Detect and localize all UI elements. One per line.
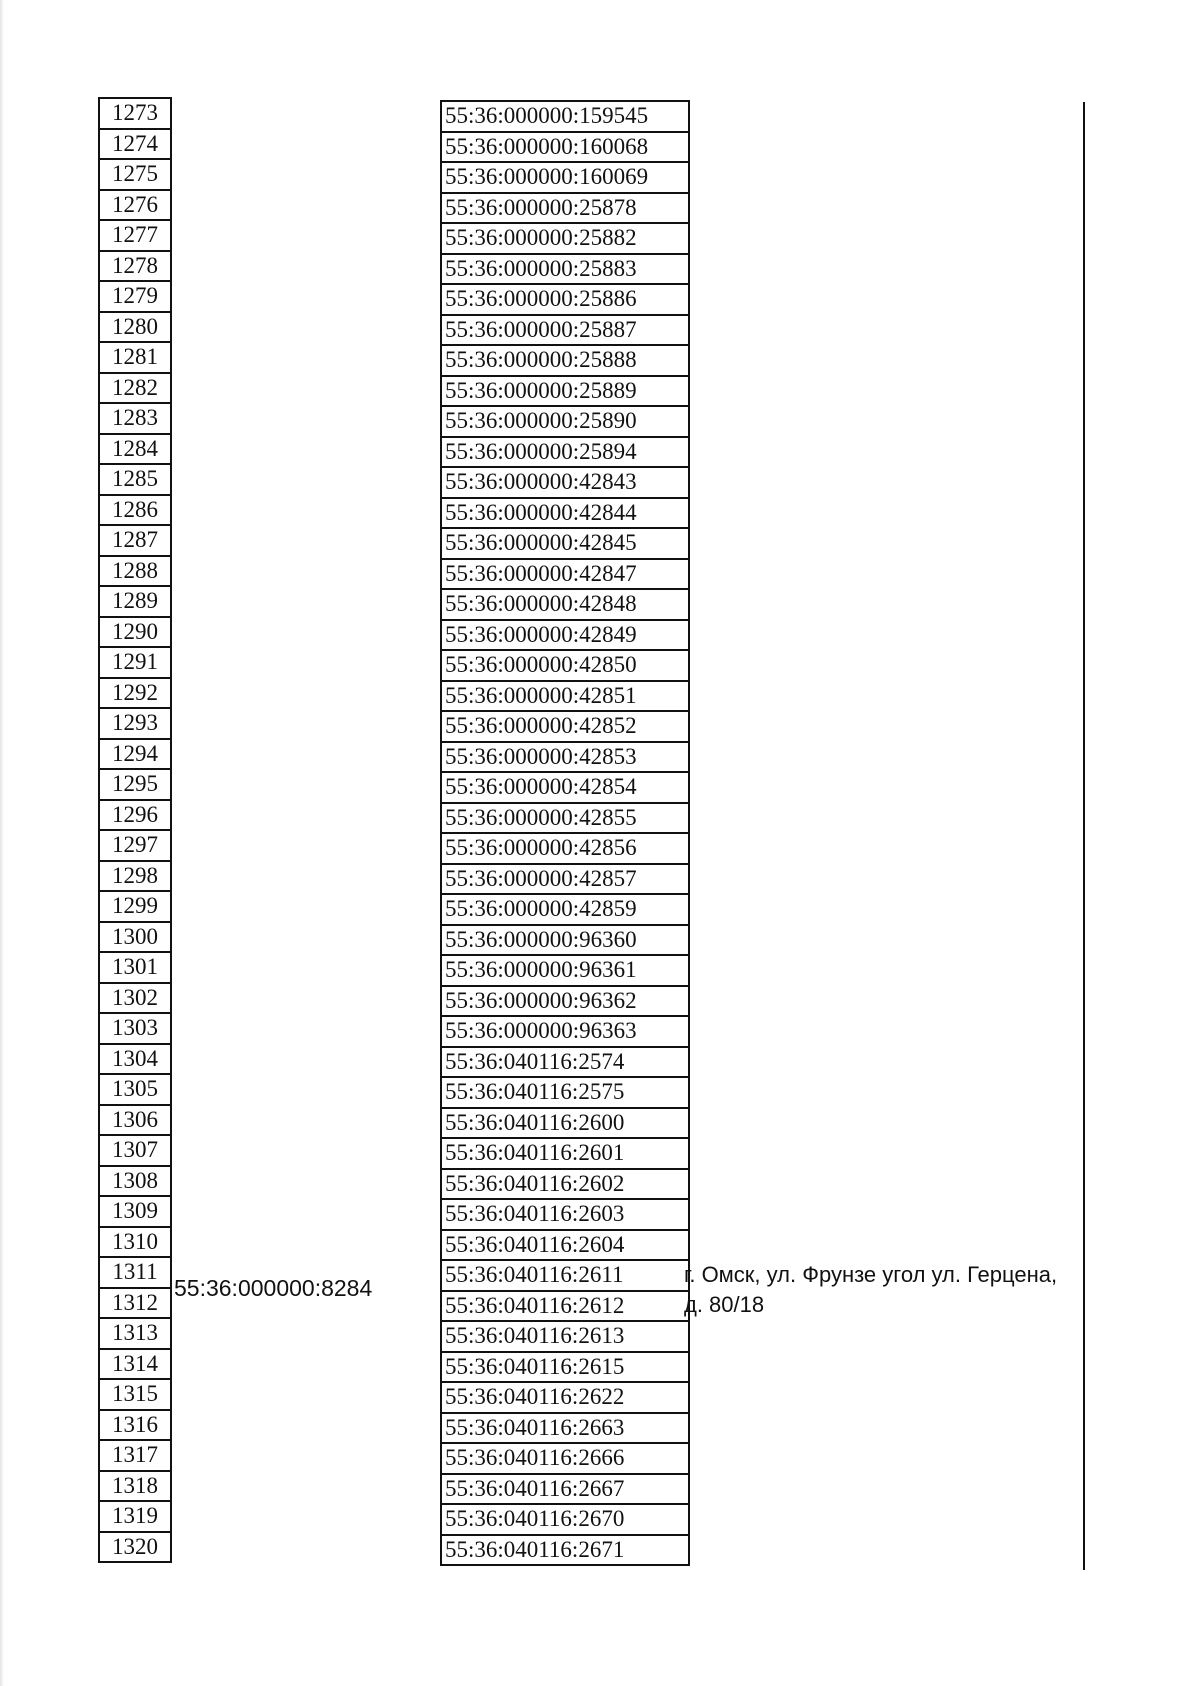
row-number-cell: 1290 xyxy=(98,616,172,647)
cadastral-number-cell: 55:36:000000:96361 xyxy=(440,954,690,985)
row-number-cell: 1293 xyxy=(98,707,172,738)
cadastral-number-cell: 55:36:000000:96363 xyxy=(440,1015,690,1046)
row-number-cell: 1299 xyxy=(98,890,172,921)
cadastral-number-cell: 55:36:000000:42849 xyxy=(440,619,690,650)
row-number-cell: 1305 xyxy=(98,1073,172,1104)
cadastral-number-cell: 55:36:040116:2575 xyxy=(440,1076,690,1107)
cadastral-number-cell: 55:36:040116:2615 xyxy=(440,1351,690,1382)
cadastral-number-cell: 55:36:000000:42850 xyxy=(440,649,690,680)
cadastral-number-cell: 55:36:000000:25878 xyxy=(440,192,690,223)
row-number-cell: 1294 xyxy=(98,738,172,769)
row-number-cell: 1289 xyxy=(98,585,172,616)
cadastral-number-cell: 55:36:000000:96362 xyxy=(440,985,690,1016)
row-number-cell: 1284 xyxy=(98,433,172,464)
row-number-cell: 1273 xyxy=(98,97,172,128)
cadastral-number-cell: 55:36:000000:42856 xyxy=(440,832,690,863)
cadastral-number-cell: 55:36:000000:25882 xyxy=(440,222,690,253)
parent-cadastral-number: 55:36:000000:8284 xyxy=(174,1275,373,1301)
cadastral-number-cell: 55:36:000000:25890 xyxy=(440,405,690,436)
row-number-cell: 1291 xyxy=(98,646,172,677)
row-number-cell: 1295 xyxy=(98,768,172,799)
cadastral-number-cell: 55:36:040116:2670 xyxy=(440,1503,690,1534)
cadastral-number-cell: 55:36:040116:2667 xyxy=(440,1473,690,1504)
row-number-cell: 1280 xyxy=(98,311,172,342)
cadastral-number-cell: 55:36:000000:25887 xyxy=(440,314,690,345)
cadastral-number-cell: 55:36:000000:42848 xyxy=(440,588,690,619)
row-number-cell: 1288 xyxy=(98,555,172,586)
cadastral-number-cell: 55:36:040116:2666 xyxy=(440,1442,690,1473)
row-number-column xyxy=(98,97,172,1563)
cadastral-number-cell: 55:36:000000:42857 xyxy=(440,863,690,894)
cadastral-number-cell: 55:36:000000:25883 xyxy=(440,253,690,284)
cadastral-number-column xyxy=(440,100,690,1566)
cadastral-number-cell: 55:36:000000:42855 xyxy=(440,802,690,833)
row-number-cell: 1279 xyxy=(98,280,172,311)
cadastral-number-cell: 55:36:040116:2612 xyxy=(440,1290,690,1321)
cadastral-number-cell: 55:36:000000:159545 xyxy=(440,100,690,131)
row-number-cell: 1314 xyxy=(98,1348,172,1379)
cadastral-number-cell: 55:36:040116:2671 xyxy=(440,1534,690,1567)
row-number-cell: 1296 xyxy=(98,799,172,830)
row-number-cell: 1312 xyxy=(98,1287,172,1318)
row-number-cell: 1278 xyxy=(98,250,172,281)
row-number-cell: 1297 xyxy=(98,829,172,860)
cadastral-number-cell: 55:36:000000:42852 xyxy=(440,710,690,741)
row-number-cell: 1301 xyxy=(98,951,172,982)
address-line-2: д. 80/18 xyxy=(684,1292,765,1317)
row-number-cell: 1317 xyxy=(98,1439,172,1470)
row-number-cell: 1275 xyxy=(98,158,172,189)
cadastral-number-cell: 55:36:000000:25886 xyxy=(440,283,690,314)
cadastral-number-cell: 55:36:000000:96360 xyxy=(440,924,690,955)
row-number-cell: 1282 xyxy=(98,372,172,403)
cadastral-number-cell: 55:36:000000:42847 xyxy=(440,558,690,589)
row-number-cell: 1286 xyxy=(98,494,172,525)
row-number-cell: 1315 xyxy=(98,1378,172,1409)
row-number-cell: 1307 xyxy=(98,1134,172,1165)
cadastral-number-cell: 55:36:000000:42845 xyxy=(440,527,690,558)
row-number-cell: 1287 xyxy=(98,524,172,555)
cadastral-number-cell: 55:36:040116:2663 xyxy=(440,1412,690,1443)
cadastral-number-cell: 55:36:040116:2602 xyxy=(440,1168,690,1199)
row-number-cell: 1276 xyxy=(98,189,172,220)
cadastral-number-cell: 55:36:040116:2622 xyxy=(440,1381,690,1412)
cadastral-number-cell: 55:36:000000:42859 xyxy=(440,893,690,924)
cadastral-number-cell: 55:36:040116:2613 xyxy=(440,1320,690,1351)
row-number-cell: 1309 xyxy=(98,1195,172,1226)
cadastral-number-cell: 55:36:040116:2611 xyxy=(440,1259,690,1290)
row-number-cell: 1277 xyxy=(98,219,172,250)
row-number-cell: 1308 xyxy=(98,1165,172,1196)
cadastral-number-cell: 55:36:000000:42854 xyxy=(440,771,690,802)
cadastral-number-cell: 55:36:040116:2604 xyxy=(440,1229,690,1260)
row-number-cell: 1283 xyxy=(98,402,172,433)
row-number-cell: 1274 xyxy=(98,128,172,159)
row-number-cell: 1302 xyxy=(98,982,172,1013)
cadastral-number-cell: 55:36:000000:160069 xyxy=(440,161,690,192)
row-number-cell: 1306 xyxy=(98,1104,172,1135)
row-number-cell: 1311 xyxy=(98,1256,172,1287)
table-right-border xyxy=(1083,102,1085,1570)
row-number-cell: 1298 xyxy=(98,860,172,891)
row-number-cell: 1292 xyxy=(98,677,172,708)
row-number-cell: 1319 xyxy=(98,1500,172,1531)
row-number-cell: 1320 xyxy=(98,1531,172,1564)
row-number-cell: 1310 xyxy=(98,1226,172,1257)
cadastral-number-cell: 55:36:000000:42853 xyxy=(440,741,690,772)
cadastral-number-cell: 55:36:040116:2600 xyxy=(440,1107,690,1138)
cadastral-number-cell: 55:36:000000:42844 xyxy=(440,497,690,528)
row-number-cell: 1318 xyxy=(98,1470,172,1501)
cadastral-number-cell: 55:36:000000:42843 xyxy=(440,466,690,497)
row-number-cell: 1281 xyxy=(98,341,172,372)
address-cell xyxy=(684,1260,1084,1320)
cadastral-number-cell: 55:36:000000:160068 xyxy=(440,131,690,162)
row-number-cell: 1304 xyxy=(98,1043,172,1074)
cadastral-number-cell: 55:36:000000:25889 xyxy=(440,375,690,406)
address-line-1: г. Омск, ул. Фрунзе угол ул. Герцена, xyxy=(684,1262,1058,1287)
cadastral-number-cell: 55:36:040116:2603 xyxy=(440,1198,690,1229)
row-number-cell: 1285 xyxy=(98,463,172,494)
row-number-cell: 1300 xyxy=(98,921,172,952)
cadastral-number-cell: 55:36:040116:2574 xyxy=(440,1046,690,1077)
cadastral-number-cell: 55:36:040116:2601 xyxy=(440,1137,690,1168)
cadastral-number-cell: 55:36:000000:25894 xyxy=(440,436,690,467)
row-number-cell: 1313 xyxy=(98,1317,172,1348)
cadastral-number-cell: 55:36:000000:42851 xyxy=(440,680,690,711)
row-number-cell: 1316 xyxy=(98,1409,172,1440)
row-number-cell: 1303 xyxy=(98,1012,172,1043)
cadastral-number-cell: 55:36:000000:25888 xyxy=(440,344,690,375)
scan-edge xyxy=(0,0,4,1686)
